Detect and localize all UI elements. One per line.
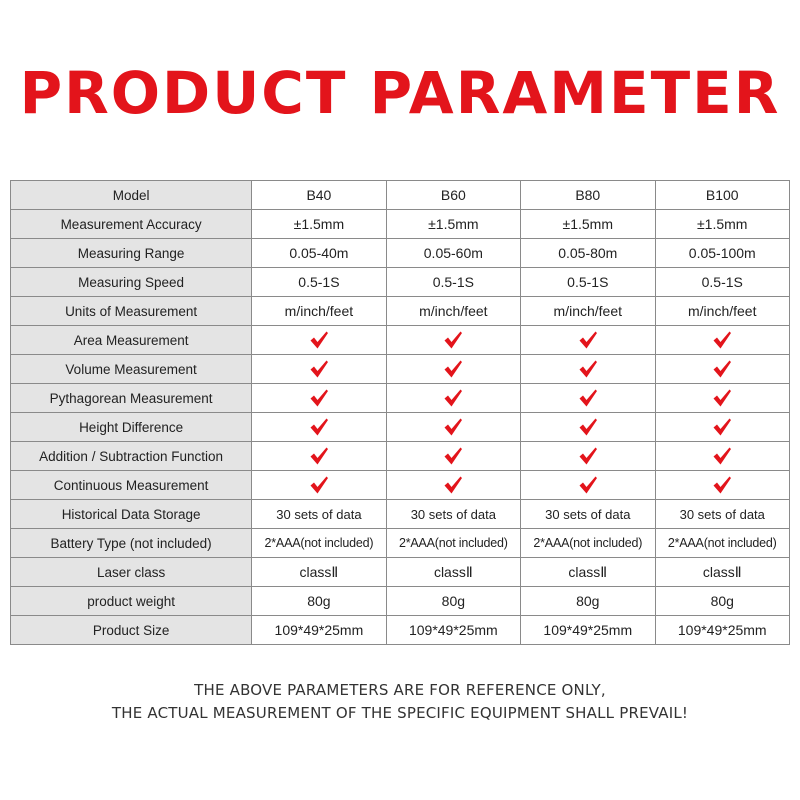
- model-b100-cell: B100: [655, 181, 790, 210]
- header-label-cell: Model: [11, 181, 252, 210]
- check-cell: [655, 471, 790, 500]
- value-cell: 80g: [386, 587, 520, 616]
- value-cell: 80g: [655, 587, 790, 616]
- checkmark-icon: [309, 446, 329, 466]
- value-cell: 109*49*25mm: [521, 616, 655, 645]
- table-row: [11, 558, 790, 587]
- value-cell: 0.05-40m: [252, 239, 386, 268]
- checkmark-icon: [443, 330, 463, 350]
- value-cell: 2*AAA(not included): [252, 529, 386, 558]
- checkmark-icon: [712, 388, 732, 408]
- table-row: [11, 413, 790, 442]
- check-cell: [521, 326, 655, 355]
- table-row: [11, 326, 790, 355]
- checkmark-icon: [443, 388, 463, 408]
- table-header-row: [11, 181, 790, 210]
- check-cell: [521, 413, 655, 442]
- value-cell: 109*49*25mm: [386, 616, 520, 645]
- check-cell: [655, 355, 790, 384]
- checkmark-icon: [578, 475, 598, 495]
- value-cell: classⅡ: [252, 558, 386, 587]
- checkmark-icon: [443, 446, 463, 466]
- value-cell: 109*49*25mm: [252, 616, 386, 645]
- checkmark-icon: [578, 446, 598, 466]
- parameter-label-cell: Measurement Accuracy: [11, 210, 252, 239]
- check-cell: [386, 326, 520, 355]
- table-row: [11, 297, 790, 326]
- table-row: [11, 529, 790, 558]
- disclaimer-line-1: THE ABOVE PARAMETERS ARE FOR REFERENCE ONLY,: [194, 681, 606, 699]
- parameter-label-cell: Measuring Range: [11, 239, 252, 268]
- check-cell: [252, 471, 386, 500]
- checkmark-icon: [309, 475, 329, 495]
- parameter-label-cell: Measuring Speed: [11, 268, 252, 297]
- value-cell: classⅡ: [386, 558, 520, 587]
- table-row: [11, 384, 790, 413]
- table-row: [11, 210, 790, 239]
- parameter-label-cell: Battery Type (not included): [11, 529, 252, 558]
- value-cell: 80g: [252, 587, 386, 616]
- value-cell: 80g: [521, 587, 655, 616]
- product-parameter-table: [10, 180, 790, 645]
- check-cell: [655, 326, 790, 355]
- value-cell: 30 sets of data: [521, 500, 655, 529]
- value-cell: classⅡ: [655, 558, 790, 587]
- parameter-label-cell: Volume Measurement: [11, 355, 252, 384]
- checkmark-icon: [712, 330, 732, 350]
- value-cell: 0.5-1S: [252, 268, 386, 297]
- parameter-label-cell: product weight: [11, 587, 252, 616]
- checkmark-icon: [309, 417, 329, 437]
- value-cell: 30 sets of data: [655, 500, 790, 529]
- check-cell: [655, 442, 790, 471]
- parameter-label-cell: Continuous Measurement: [11, 471, 252, 500]
- value-cell: m/inch/feet: [521, 297, 655, 326]
- value-cell: m/inch/feet: [655, 297, 790, 326]
- parameter-label-cell: Addition / Subtraction Function: [11, 442, 252, 471]
- checkmark-icon: [578, 388, 598, 408]
- check-cell: [655, 384, 790, 413]
- check-cell: [386, 413, 520, 442]
- value-cell: 0.05-100m: [655, 239, 790, 268]
- checkmark-icon: [309, 330, 329, 350]
- disclaimer-line-2: THE ACTUAL MEASUREMENT OF THE SPECIFIC EQUIPMENT SHALL PREVAIL!: [111, 704, 689, 722]
- checkmark-icon: [578, 359, 598, 379]
- value-cell: 2*AAA(not included): [386, 529, 520, 558]
- parameter-table-body: [11, 181, 790, 645]
- value-cell: ±1.5mm: [386, 210, 520, 239]
- value-cell: 30 sets of data: [386, 500, 520, 529]
- value-cell: 0.5-1S: [521, 268, 655, 297]
- check-cell: [252, 326, 386, 355]
- checkmark-icon: [443, 475, 463, 495]
- check-cell: [252, 355, 386, 384]
- value-cell: 2*AAA(not included): [655, 529, 790, 558]
- value-cell: ±1.5mm: [655, 210, 790, 239]
- check-cell: [521, 384, 655, 413]
- value-cell: 0.5-1S: [655, 268, 790, 297]
- value-cell: m/inch/feet: [252, 297, 386, 326]
- page-title: PRODUCT PARAMETER: [19, 59, 781, 127]
- checkmark-icon: [712, 359, 732, 379]
- table-row: [11, 471, 790, 500]
- checkmark-icon: [443, 359, 463, 379]
- table-row: [11, 442, 790, 471]
- value-cell: ±1.5mm: [252, 210, 386, 239]
- check-cell: [521, 471, 655, 500]
- checkmark-icon: [443, 417, 463, 437]
- check-cell: [521, 355, 655, 384]
- checkmark-icon: [578, 417, 598, 437]
- check-cell: [386, 442, 520, 471]
- parameter-label-cell: Area Measurement: [11, 326, 252, 355]
- value-cell: m/inch/feet: [386, 297, 520, 326]
- table-row: [11, 616, 790, 645]
- checkmark-icon: [578, 330, 598, 350]
- value-cell: 0.05-60m: [386, 239, 520, 268]
- table-row: [11, 587, 790, 616]
- value-cell: 30 sets of data: [252, 500, 386, 529]
- model-b60-cell: B60: [386, 181, 520, 210]
- checkmark-icon: [309, 388, 329, 408]
- checkmark-icon: [309, 359, 329, 379]
- table-row: [11, 355, 790, 384]
- check-cell: [386, 471, 520, 500]
- check-cell: [252, 413, 386, 442]
- check-cell: [252, 384, 386, 413]
- parameter-label-cell: Height Difference: [11, 413, 252, 442]
- checkmark-icon: [712, 475, 732, 495]
- check-cell: [521, 442, 655, 471]
- checkmark-icon: [712, 446, 732, 466]
- model-b80-cell: B80: [521, 181, 655, 210]
- checkmark-icon: [712, 417, 732, 437]
- value-cell: 0.05-80m: [521, 239, 655, 268]
- value-cell: 109*49*25mm: [655, 616, 790, 645]
- model-b40-cell: B40: [252, 181, 386, 210]
- check-cell: [386, 384, 520, 413]
- parameter-label-cell: Historical Data Storage: [11, 500, 252, 529]
- table-row: [11, 239, 790, 268]
- table-row: [11, 268, 790, 297]
- value-cell: classⅡ: [521, 558, 655, 587]
- parameter-label-cell: Laser class: [11, 558, 252, 587]
- parameter-label-cell: Product Size: [11, 616, 252, 645]
- value-cell: ±1.5mm: [521, 210, 655, 239]
- check-cell: [252, 442, 386, 471]
- table-row: [11, 500, 790, 529]
- check-cell: [655, 413, 790, 442]
- parameter-label-cell: Units of Measurement: [11, 297, 252, 326]
- value-cell: 2*AAA(not included): [521, 529, 655, 558]
- parameter-label-cell: Pythagorean Measurement: [11, 384, 252, 413]
- value-cell: 0.5-1S: [386, 268, 520, 297]
- check-cell: [386, 355, 520, 384]
